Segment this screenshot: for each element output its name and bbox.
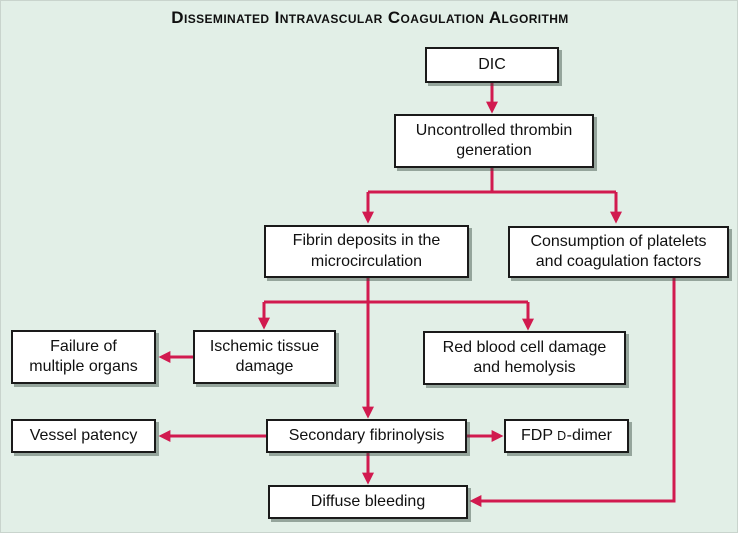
node-dic bbox=[425, 47, 559, 83]
node-vessel-patency-label: Vessel patency bbox=[29, 426, 138, 444]
arrow-consumption-to-diffuse bbox=[479, 278, 674, 501]
node-consumption-platelets bbox=[508, 226, 729, 278]
node-fibrin-deposits bbox=[264, 225, 469, 278]
node-ischemic-damage-label: Ischemic tissue damage bbox=[209, 337, 320, 375]
node-fibrin-deposits-label: Fibrin deposits in the microcirculation bbox=[292, 232, 441, 270]
node-rbc-damage bbox=[423, 331, 626, 385]
fdp-small-cap-d: D bbox=[557, 428, 567, 443]
fdp-prefix: FDP bbox=[520, 426, 558, 444]
node-fdp-d-dimer bbox=[504, 419, 629, 453]
node-secondary-fibrinolysis-label: Secondary fibrinolysis bbox=[288, 426, 445, 444]
node-ischemic-damage bbox=[193, 330, 336, 384]
diagram-title: Disseminated Intravascular Coagulation Algorithm bbox=[171, 8, 569, 27]
node-uncontrolled-thrombin bbox=[394, 114, 594, 168]
fdp-suffix: -dimer bbox=[566, 426, 612, 444]
node-diffuse-bleeding-label: Diffuse bleeding bbox=[310, 492, 426, 510]
node-failure-organs bbox=[11, 330, 156, 384]
node-vessel-patency bbox=[11, 419, 156, 453]
node-failure-organs-label: Failure of multiple organs bbox=[29, 337, 138, 375]
node-secondary-fibrinolysis bbox=[266, 419, 467, 453]
node-uncontrolled-thrombin-label: Uncontrolled thrombin generation bbox=[415, 121, 573, 159]
node-diffuse-bleeding bbox=[268, 485, 468, 519]
node-dic-label: DIC bbox=[478, 55, 506, 73]
node-consumption-platelets-label: Consumption of platelets and coagulation factors bbox=[530, 232, 707, 270]
node-rbc-damage-label: Red blood cell damage and hemolysis bbox=[442, 338, 607, 376]
node-fdp-d-dimer-label bbox=[521, 426, 612, 446]
